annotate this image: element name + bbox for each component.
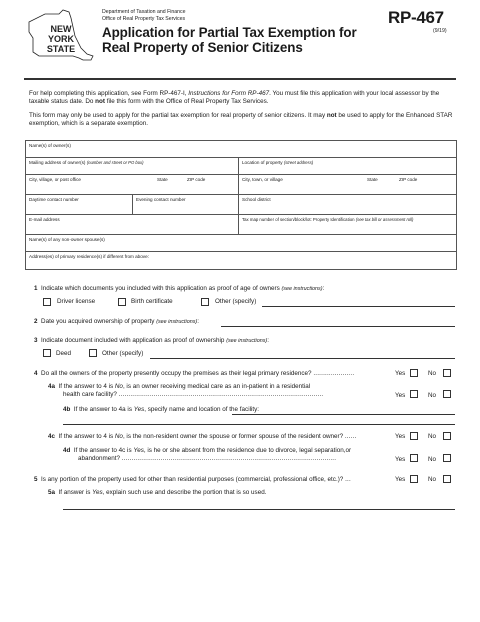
location-label: Location of property (street address) <box>242 160 314 165</box>
daytime-phone-label: Daytime contact number <box>29 197 79 202</box>
primary-residence-field[interactable] <box>26 252 456 269</box>
intro-paragraph-2 <box>29 112 455 129</box>
other-age-proof-checkbox[interactable] <box>201 298 209 306</box>
zip-label: ZIP code <box>187 177 206 182</box>
title-line-1: Application for Partial Tax Exemption for <box>102 25 357 40</box>
question-number: 1 <box>34 285 38 292</box>
city-town-label: City, town, or village <box>242 177 283 182</box>
evening-phone-field[interactable] <box>133 195 239 215</box>
owner-info-grid <box>25 140 457 270</box>
city-po-label: City, village, or post office <box>29 177 81 182</box>
q4a-no-checkbox[interactable] <box>443 390 451 398</box>
question-1: 1 Indicate which documents you included with this application as proof of age of owners (see instructions): <box>34 285 325 292</box>
property-city-field[interactable] <box>239 175 456 195</box>
question-italic: Yes <box>92 489 103 496</box>
q4c-yes-checkbox[interactable] <box>410 432 418 440</box>
birth-certificate-checkbox[interactable] <box>118 298 126 306</box>
intro-paragraph-1 <box>29 90 455 107</box>
other-ownership-proof-label: Other (specify) <box>102 350 144 357</box>
q4d-yes-label: Yes <box>395 456 406 463</box>
question-number: 5 <box>34 476 38 483</box>
owners-field[interactable] <box>26 141 456 158</box>
question-5a <box>48 489 266 497</box>
birth-certificate-label: Birth certificate <box>131 298 173 305</box>
question-text: If the answer to 4 is <box>58 433 115 440</box>
q4-no-label: No <box>428 370 437 377</box>
question-text: abandonment? <box>78 455 121 462</box>
q4d-yes-checkbox[interactable] <box>410 454 418 462</box>
deed-label: Deed <box>56 350 72 357</box>
question-number: 4 <box>34 370 38 377</box>
question-text: health care facility? <box>63 391 117 398</box>
q4d-no-checkbox[interactable] <box>443 454 451 462</box>
question-number: 5a <box>48 489 56 496</box>
mailing-city-field[interactable] <box>26 175 239 195</box>
question-4b <box>63 406 259 414</box>
question-text: , is he or she absent from the residence due to divorce, legal separation,or <box>143 447 352 454</box>
other-ownership-proof-checkbox[interactable] <box>89 349 97 357</box>
other-age-proof-input[interactable] <box>262 306 455 307</box>
q4-no-checkbox[interactable] <box>443 369 451 377</box>
form-revision: (9/19) <box>433 28 447 34</box>
question-2: 2 Date you acquired ownership of property (see instructions): <box>34 318 199 325</box>
question-text: If the answer to 4 is <box>58 383 115 390</box>
question-italic: Yes <box>133 447 144 454</box>
intro-bold: not <box>326 112 337 119</box>
title-line-2: Real Property of Senior Citizens <box>102 40 303 55</box>
q4c-yes-label: Yes <box>395 433 406 440</box>
question-text: , is an owner receiving medical care as an in-patient in a residential <box>122 383 311 390</box>
owners-label: Name(s) of owner(s) <box>29 143 71 148</box>
question-italic: No <box>114 383 123 390</box>
daytime-phone-field[interactable] <box>26 195 133 215</box>
q5-no-checkbox[interactable] <box>443 475 451 483</box>
question-number: 2 <box>34 318 38 325</box>
question-number: 4c <box>48 433 56 440</box>
form-number: RP-467 <box>388 8 444 27</box>
q4-yes-checkbox[interactable] <box>410 369 418 377</box>
intro-text: be used to apply for the Enhanced STAR exemption, which is a separate exemption. <box>29 112 453 128</box>
school-district-field[interactable] <box>239 195 456 215</box>
non-owner-spouse-field[interactable] <box>26 235 456 252</box>
question-number: 4a <box>48 383 56 390</box>
intro-text: file this form with the Office of Real Property Tax Services. <box>104 98 269 106</box>
driver-license-label: Driver license <box>57 298 96 305</box>
ownership-date-input[interactable] <box>221 326 455 327</box>
question-4d <box>63 447 351 455</box>
question-4a-line-2: health care facility? ......................................................................................................... <box>63 391 324 398</box>
q4a-yes-checkbox[interactable] <box>410 390 418 398</box>
question-text: If the answer to 4c is <box>73 447 134 454</box>
q5-no-label: No <box>428 476 437 483</box>
mailing-address-field[interactable] <box>26 158 239 175</box>
question-number: 4b <box>63 406 71 413</box>
question-5: 5 Is any portion of the property used for other than residential purposes (commercial, professional office, etc.)? ... <box>34 476 351 483</box>
question-hint: (see instructions) <box>156 319 198 325</box>
deed-checkbox[interactable] <box>43 349 51 357</box>
question-text: Date you acquired ownership of property <box>41 318 155 325</box>
question-text: , specify name and location of the facility: <box>144 406 260 413</box>
q4d-no-label: No <box>428 456 437 463</box>
svg-text:STATE: STATE <box>46 44 76 54</box>
office-name: Office of Real Property Tax Services <box>102 15 186 22</box>
state-label: State <box>157 177 168 182</box>
evening-phone-label: Evening contact number <box>136 197 186 202</box>
question-text: If the answer to 4a is <box>73 406 134 413</box>
non-residential-use-input[interactable] <box>63 509 455 510</box>
q5-yes-label: Yes <box>395 476 406 483</box>
q4a-no-label: No <box>428 392 437 399</box>
question-text: Indicate which documents you included with this application as proof of age of owners <box>41 285 280 292</box>
intro-text: . You must file this application with your local assessor by the taxable status date. Do <box>29 90 440 106</box>
question-number: 3 <box>34 337 38 344</box>
svg-text:YORK: YORK <box>47 34 75 44</box>
question-text: , is the non-resident owner the spouse or former spouse of the resident owner? <box>122 433 344 440</box>
question-italic: Yes <box>133 406 145 413</box>
question-4a <box>48 383 310 391</box>
question-text: If answer is <box>58 489 93 496</box>
email-label: E-mail address <box>29 217 60 222</box>
question-text: Do all the owners of the property presently occupy the premises as their legal primary residence? <box>41 370 312 377</box>
intro-text: For help completing this application, see Form RP-467-I, <box>29 90 189 97</box>
facility-input[interactable] <box>232 414 455 415</box>
question-3: 3 Indicate document included with application as proof of ownership (see instructions): <box>34 337 269 344</box>
question-hint: (see instructions) <box>226 338 268 344</box>
intro-italic: Instructions for Form RP-467 <box>188 90 270 97</box>
question-4: 4 Do all the owners of the property presently occupy the premises as their legal primary residence? ..................... <box>34 370 355 377</box>
other-ownership-proof-input[interactable] <box>150 358 455 359</box>
header-divider <box>24 78 456 80</box>
school-district-label: School district <box>242 197 271 202</box>
new-york-state-logo <box>25 8 97 70</box>
question-text: Indicate document included with application as proof of ownership <box>41 337 225 344</box>
non-owner-spouse-label: Name(s) of any non-owner spouse(s) <box>29 237 105 242</box>
other-age-proof-label: Other (specify) <box>215 298 257 305</box>
intro-bold: not <box>95 98 105 106</box>
tax-map-label: Tax map number of section/block/lot: Property Identification (see tax bill or assessment roll) <box>242 217 414 222</box>
question-4d-line-2: abandonment? .............................................................................................................. <box>78 455 337 462</box>
question-text: Is any portion of the property used for other than residential purposes (commercial, professional office, etc.)? <box>41 476 344 483</box>
question-4c: 4c If the answer to 4 is No, is the non-resident owner the spouse or former spouse of the resident owner? ...... <box>48 433 357 440</box>
question-italic: No <box>114 433 123 440</box>
question-number: 4d <box>63 447 71 454</box>
email-field[interactable] <box>26 215 239 235</box>
q5-yes-checkbox[interactable] <box>410 475 418 483</box>
dept-name: Department of Taxation and Finance <box>102 9 186 15</box>
q4c-no-checkbox[interactable] <box>443 432 451 440</box>
state-label: State <box>367 177 378 182</box>
department-header <box>102 9 186 22</box>
svg-text:NEW: NEW <box>50 24 72 34</box>
facility-input-line-2[interactable] <box>63 424 455 425</box>
zip-label: ZIP code <box>399 177 418 182</box>
primary-residence-label: Address(es) of primary residence(s) if different from above: <box>29 254 149 259</box>
property-location-field[interactable] <box>239 158 456 175</box>
q4c-no-label: No <box>428 433 437 440</box>
question-text: , explain such use and describe the portion that is so used. <box>102 489 267 496</box>
mailing-label: Mailing address of owner(s) (number and street or PO box) <box>29 160 144 165</box>
q4-yes-label: Yes <box>395 370 406 377</box>
driver-license-checkbox[interactable] <box>43 298 51 306</box>
question-hint: (see instructions) <box>281 286 323 292</box>
tax-map-field[interactable] <box>239 215 456 235</box>
q4a-yes-label: Yes <box>395 392 406 399</box>
form-title <box>102 25 357 55</box>
intro-text: This form may only be used to apply for the partial tax exemption for real property of senior citizens. It may <box>29 112 327 119</box>
